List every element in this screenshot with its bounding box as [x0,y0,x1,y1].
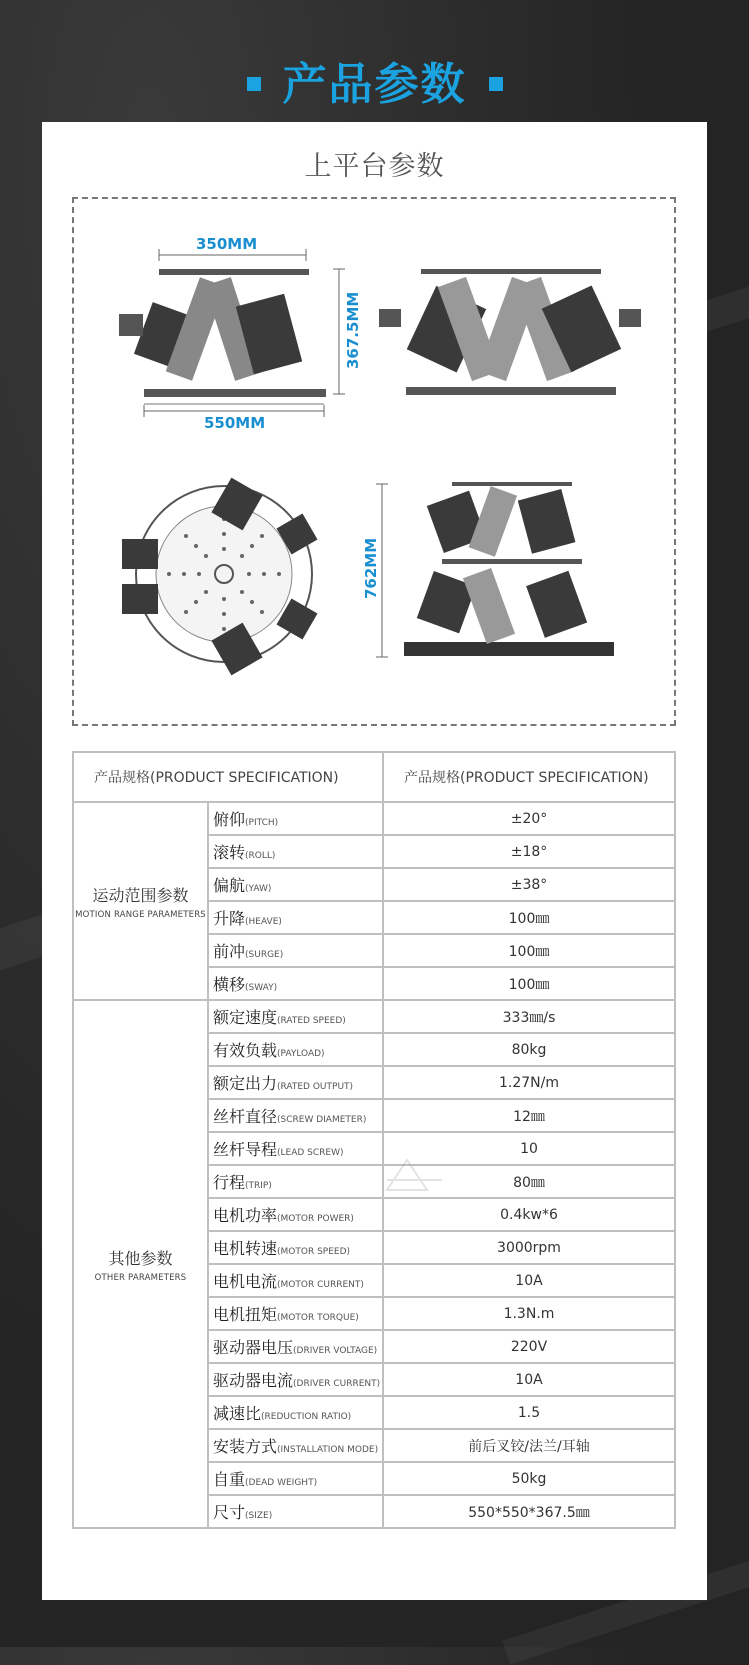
param-name-en: (DEAD WEIGHT) [245,1478,318,1488]
param-cell [208,1000,383,1033]
param-name-en: (ROLL) [245,851,276,861]
param-name-en: (RATED SPEED) [277,1016,346,1026]
param-cell [208,802,383,835]
param-cell [208,901,383,934]
param-value: 80㎜ [383,1165,675,1198]
param-name-en: (TRIP) [245,1181,272,1191]
param-name-en: (SURGE) [245,950,284,960]
platform-top-view [122,478,317,676]
param-value: 0.4kw*6 [383,1198,675,1231]
param-name: 驱动器电流 [213,1371,294,1390]
param-cell [208,1330,383,1363]
param-cell [208,1033,383,1066]
param-name: 电机电流 [213,1272,278,1291]
param-name: 安装方式 [213,1437,278,1456]
param-value: 10A [383,1363,675,1396]
platform-stacked-view [376,482,614,657]
param-name: 升降 [213,909,246,928]
height-large-label: 762MM [362,537,380,599]
param-cell [208,1264,383,1297]
param-name-en: (SIZE) [245,1511,273,1521]
param-value: 100㎜ [383,934,675,967]
category-name: 运动范围参数 [92,885,189,905]
param-name: 自重 [213,1470,246,1489]
param-name-en: (SCREW DIAMETER) [277,1115,367,1125]
spec-panel [42,122,707,1600]
param-name-en: (PITCH) [245,818,279,828]
param-name-en: (LEAD SCREW) [277,1148,344,1158]
param-value: 1.27N/m [383,1066,675,1099]
param-name: 偏航 [213,876,246,895]
param-name-en: (MOTOR CURRENT) [277,1280,364,1290]
header-right: 产品规格(PRODUCT SPECIFICATION) [383,752,675,802]
param-name-en: (REDUCTION RATIO) [261,1412,352,1422]
param-value: 12㎜ [383,1099,675,1132]
param-cell [208,1132,383,1165]
category-cell [73,802,208,1000]
height-small-label: 367.5MM [344,291,362,369]
param-name: 横移 [213,975,246,994]
param-name: 有效负载 [213,1041,278,1060]
param-cell [208,1198,383,1231]
platform-side-view [119,249,345,417]
param-cell [208,1066,383,1099]
param-cell [208,835,383,868]
param-name: 额定速度 [213,1008,278,1027]
param-name: 尺寸 [213,1503,246,1522]
platform-front-view [379,269,641,395]
param-cell [208,1165,383,1198]
param-name-en: (DRIVER VOLTAGE) [293,1346,378,1356]
param-name: 额定出力 [213,1074,278,1093]
table-row [73,802,675,835]
param-cell [208,1429,383,1462]
param-value: 100㎜ [383,967,675,1000]
diagram-area [72,197,676,726]
param-value: ±20° [383,802,675,835]
category-name-en: OTHER PARAMETERS [94,1272,187,1283]
title-square-right-icon [489,77,503,91]
param-value: 333㎜/s [383,1000,675,1033]
param-value: 1.3N.m [383,1297,675,1330]
param-cell [208,1495,383,1528]
table-header-row [73,752,675,802]
param-name: 俯仰 [213,810,246,829]
param-cell [208,934,383,967]
param-cell [208,1099,383,1132]
param-value: 50kg [383,1462,675,1495]
param-name-en: (MOTOR POWER) [277,1214,354,1224]
param-cell [208,868,383,901]
param-name-en: (MOTOR TORQUE) [277,1313,359,1323]
param-value: 80kg [383,1033,675,1066]
param-cell [208,1231,383,1264]
param-name: 丝杆直径 [213,1107,278,1126]
table-row [73,1000,675,1033]
header-left: 产品规格(PRODUCT SPECIFICATION) [73,752,383,802]
param-value: 550*550*367.5㎜ [383,1495,675,1528]
param-value: 前后叉铰/法兰/耳轴 [383,1429,675,1462]
param-name: 行程 [213,1173,246,1192]
param-cell [208,1297,383,1330]
title-square-left-icon [247,77,261,91]
top-width-label: 350MM [196,235,258,253]
param-name-en: (YAW) [245,884,272,894]
param-value: 220V [383,1330,675,1363]
side-view-diagram [74,199,674,724]
param-cell [208,1462,383,1495]
param-name-en: (PAYLOAD) [277,1049,325,1059]
param-value: ±18° [383,835,675,868]
base-width-label: 550MM [204,414,266,432]
param-value: 10A [383,1264,675,1297]
param-name: 驱动器电压 [213,1338,294,1357]
param-name: 滚转 [213,843,246,862]
param-value: 1.5 [383,1396,675,1429]
category-name: 其他参数 [108,1248,173,1268]
param-name-en: (RATED OUTPUT) [277,1082,354,1092]
param-name: 减速比 [213,1404,262,1423]
param-name: 前冲 [213,942,246,961]
panel-subtitle: 上平台参数 [304,151,445,182]
param-value: 3000rpm [383,1231,675,1264]
category-name-en: MOTION RANGE PARAMETERS [75,909,206,920]
param-name-en: (INSTALLATION MODE) [277,1445,379,1455]
param-value: 10 [383,1132,675,1165]
param-cell [208,1363,383,1396]
param-name-en: (MOTOR SPEED) [277,1247,351,1257]
param-value: 100㎜ [383,901,675,934]
spec-table [72,751,676,1529]
param-cell [208,967,383,1000]
category-cell [73,1000,208,1528]
param-name: 丝杆导程 [213,1140,278,1159]
param-name-en: (SWAY) [245,983,278,993]
param-name-en: (HEAVE) [245,917,282,927]
param-name-en: (DRIVER CURRENT) [293,1379,381,1389]
param-cell [208,1396,383,1429]
page-title: 产品参数 [0,48,749,112]
param-name: 电机功率 [213,1206,278,1225]
param-name: 电机转速 [213,1239,278,1258]
param-name: 电机扭矩 [213,1305,278,1324]
param-value: ±38° [383,868,675,901]
